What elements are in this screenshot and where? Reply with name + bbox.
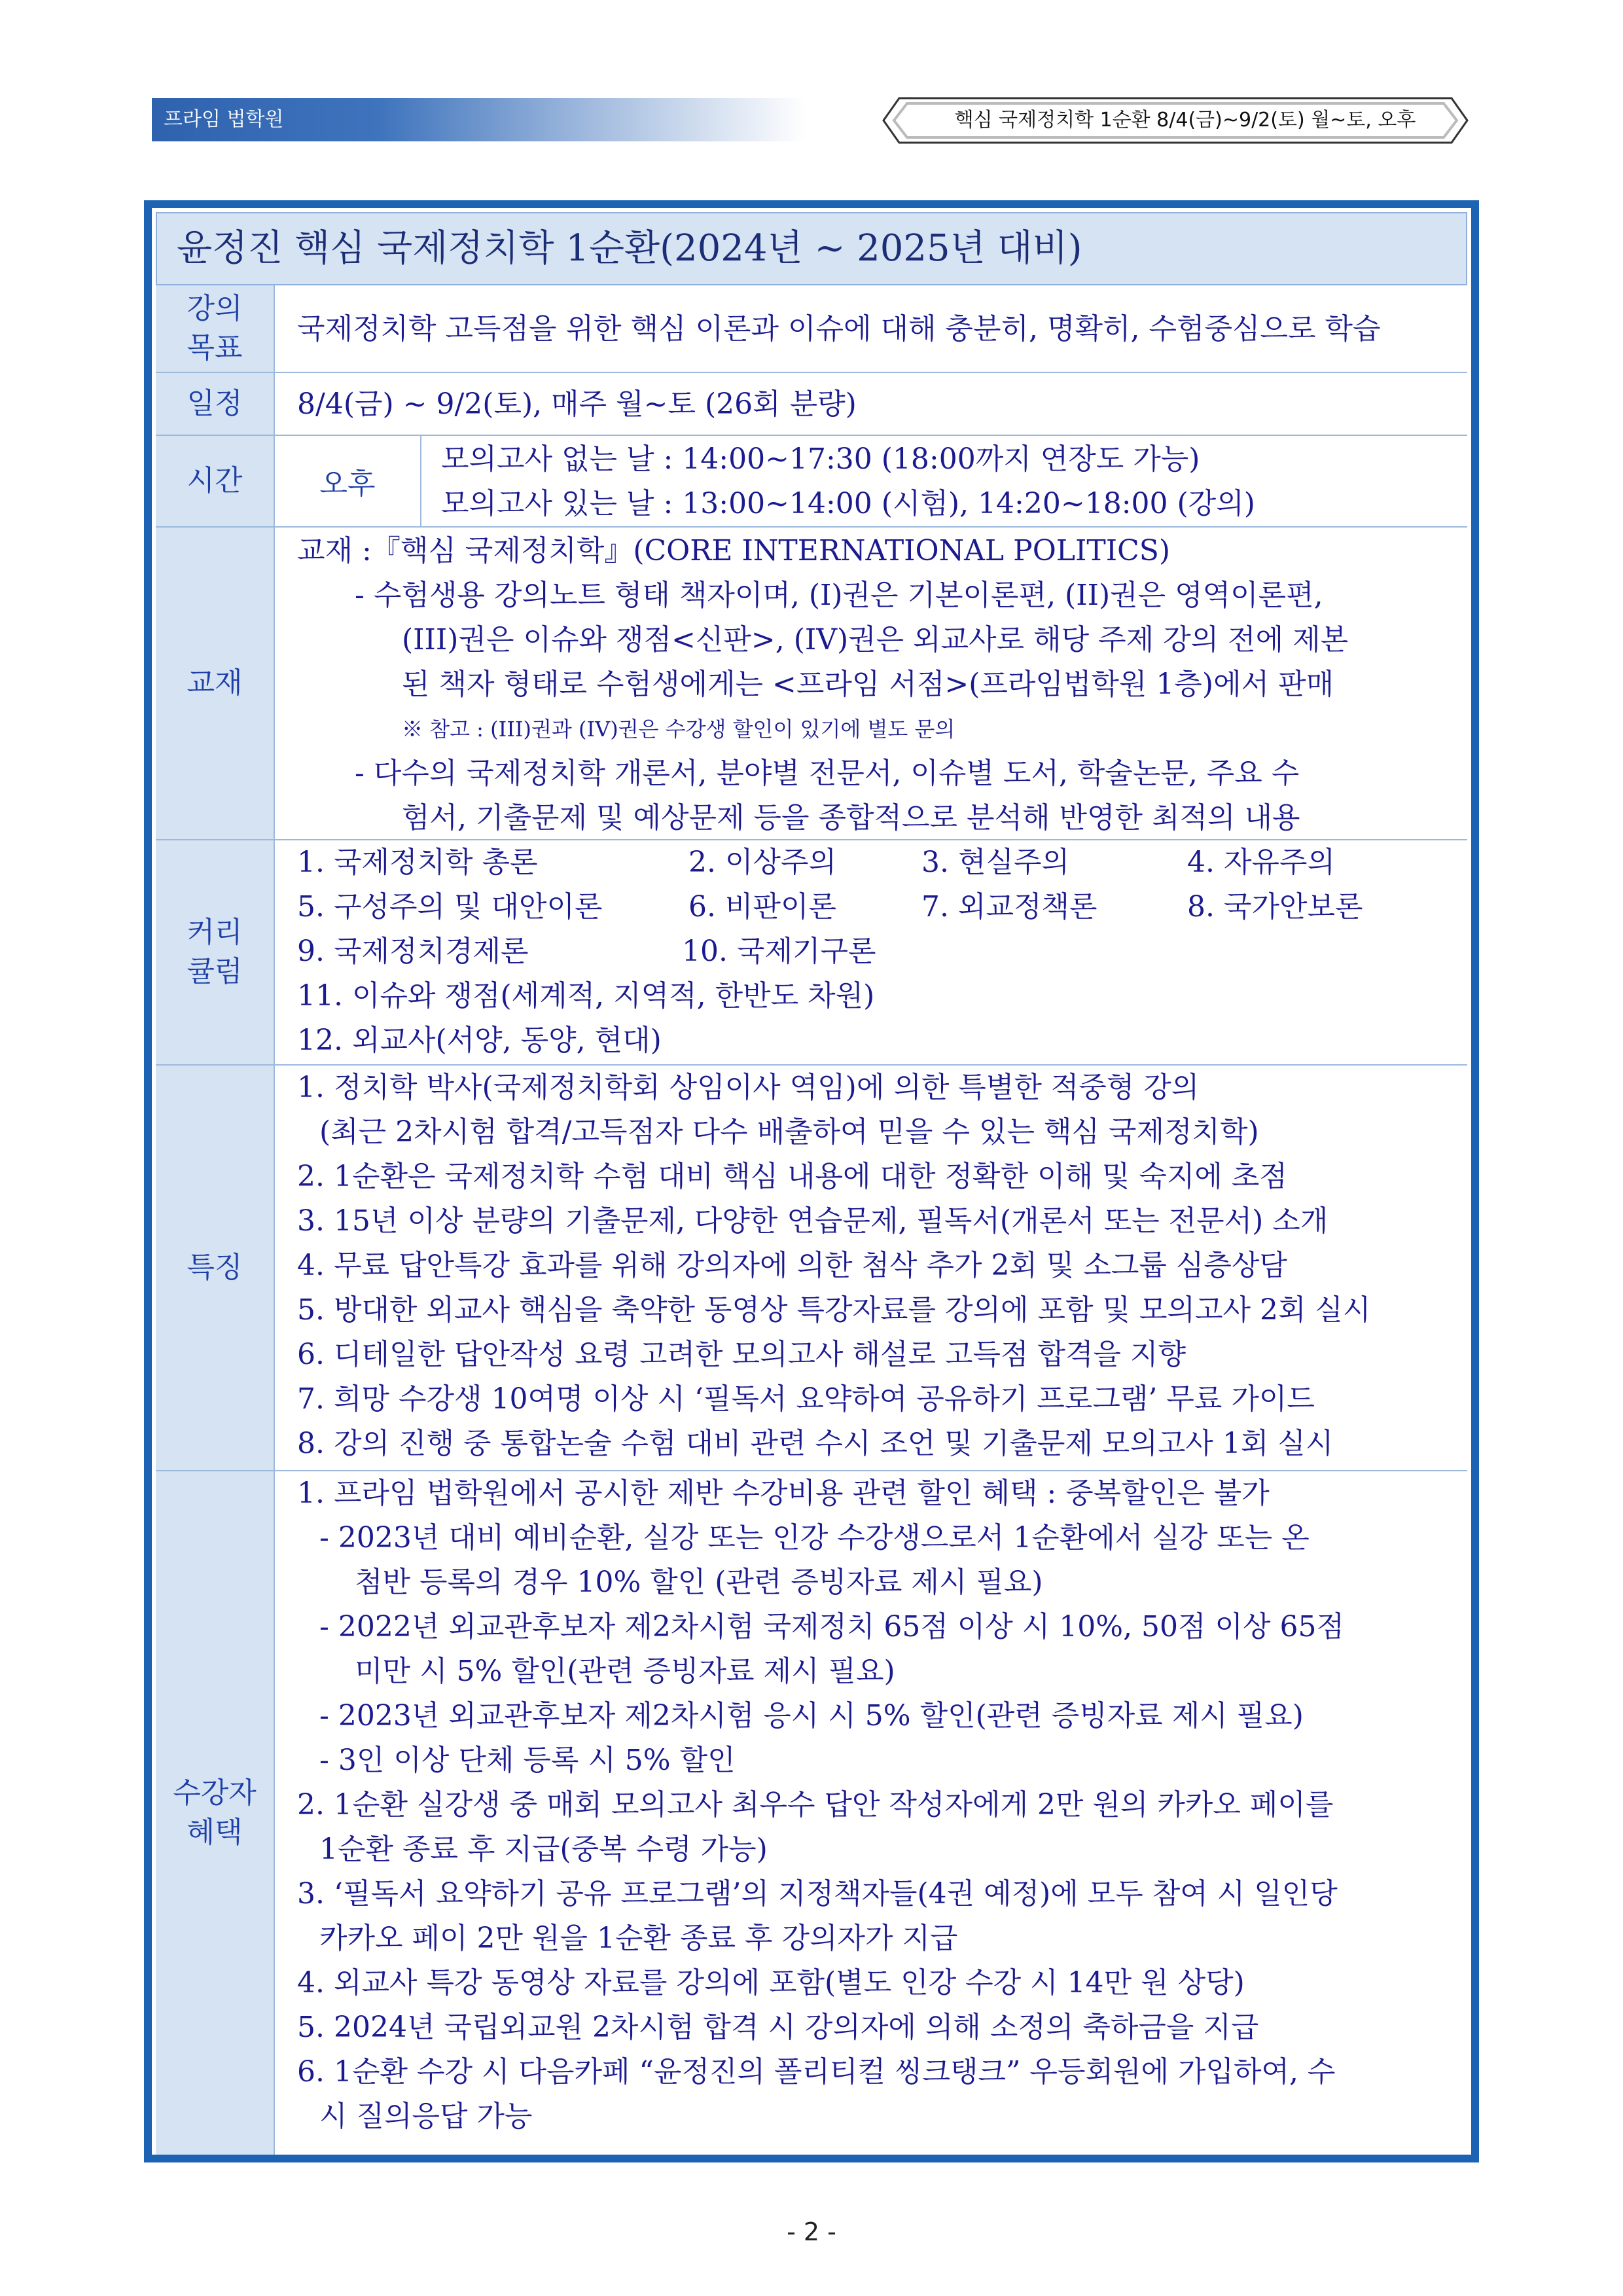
row-time [156, 436, 1467, 528]
row-benefits-label: 수강자 혜택 [156, 1471, 275, 2155]
row-time-sublabel: 오후 [275, 436, 421, 526]
row-goal-label: 강의 목표 [156, 285, 275, 372]
row-textbook-label: 교재 [156, 528, 275, 839]
header-right-banner [881, 96, 1470, 145]
curriculum-item: 5. 구성주의 및 대안이론 [297, 890, 603, 924]
row-goal-content: 국제정치학 고득점을 위한 핵심 이론과 이슈에 대해 충분히, 명확히, 수험중심으로 학습 [297, 312, 1381, 346]
row-time-label: 시간 [156, 436, 275, 526]
page-number: - 2 - [787, 2217, 836, 2246]
curriculum-item: 9. 국제정치경제론 [297, 935, 529, 968]
row-schedule-label: 일정 [156, 373, 275, 435]
row-features [156, 1066, 1467, 1471]
page-title: 윤정진 핵심 국제정치학 1순환(2024년 ~ 2025년 대비) [156, 212, 1467, 285]
curriculum-item: 7. 외교정책론 [921, 890, 1097, 924]
row-features-content: 1. 정치학 박사(국제정치학회 상임이사 역임)에 의한 특별한 적중형 강의 (최근 2차시험 합격/고득점자 다수 배출하여 믿을 수 있는 핵심 국제정치학) 2. 1순환은 국제정치학 수험 대비 핵심 내용에 대한 정확한 이해 및 숙지에 초점 3. 15년 이상 분량의 기출문제, 다양한 연습문제, 필독서(개론서 또는 전문서) 소개 4. 무료 답안특강 효과를 위해 강의자에 의한 첨삭 추가 2회 및 소그룹 심층상담 5. 방대한 외교사 핵심을 축약한 동영상 특강자료를 강의에 포함 및 모의고사 2회 실시 6. 디테일한 답안작성 요령 고려한 모의고사 해설로 고득점 합격을 지향 7. 희망 수강생 10여명 이상 시 ‘필독서 요약하여 공유하기 프로그램’ 무료 가이드 8. 강의 진행 중 통합논술 수험 대비 관련 수시 조언 및 기출문제 모의고사 1회 실시 [297, 1071, 1371, 1460]
curriculum-item: 6. 비판이론 [688, 890, 836, 924]
row-schedule-content: 8/4(금) ~ 9/2(토), 매주 월~토 (26회 분량) [297, 387, 857, 421]
row-benefits [156, 1471, 1467, 2155]
row-goal [156, 285, 1467, 373]
curriculum-item: 11. 이슈와 쟁점(세계적, 지역적, 한반도 차원) [297, 979, 875, 1013]
curriculum-item: 10. 국제기구론 [682, 935, 876, 968]
curriculum-item: 2. 이상주의 [688, 846, 836, 879]
row-curriculum-content [297, 840, 1459, 1064]
row-schedule [156, 373, 1467, 436]
curriculum-item: 8. 국가안보론 [1187, 890, 1363, 924]
header-left-banner [152, 98, 806, 141]
row-textbook [156, 528, 1467, 840]
header-left-label: 프라임 법학원 [164, 108, 284, 131]
row-benefits-content: 1. 프라임 법학원에서 공시한 제반 수강비용 관련 할인 혜택 : 중복할인은 불가 - 2023년 대비 예비순환, 실강 또는 인강 수강생으로서 1순환에서 실강 또는 온 첨반 등록의 경우 10% 할인 (관련 증빙자료 제시 필요) - 2022년 외교관후보자 제2차시험 국제정치 65점 이상 시 10%, 50점 이상 65점 미만 시 5% 할인(관련 증빙자료 제시 필요) - 2023년 외교관후보자 제2차시험 응시 시 5% 할인(관련 증빙자료 제시 필요) - 3인 이상 단체 등록 시 5% 할인 2. 1순환 실강생 중 매회 모의고사 최우수 답안 작성자에게 2만 원의 카카오 페이를 1순환 종료 후 지급(중복 수령 가능) 3. ‘필독서 요약하기 공유 프로그램’의 지정책자들(4권 예정)에 모두 참여 시 일인당 카카오 페이 2만 원을 1순환 종료 후 강의자가 지급 4. 외교사 특강 동영상 자료를 강의에 포함(별도 인강 수강 시 14만 원 상당) 5. 2024년 국립외교원 2차시험 합격 시 강의자에 의해 소정의 축하금을 지급 6. 1순환 수강 시 다음카페 “윤정진의 폴리티컬 씽크탱크” 우등회원에 가입하여, 수 시 질의응답 가능 [297, 1477, 1345, 2133]
row-features-label: 특징 [156, 1066, 275, 1470]
row-time-content: 모의고사 없는 날 : 14:00~17:30 (18:00까지 연장도 가능) 모의고사 있는 날 : 13:00~14:00 (시험), 14:20~18:00 (강의) [441, 442, 1255, 520]
row-curriculum-label: 커리 큘럼 [156, 840, 275, 1064]
curriculum-item: 3. 현실주의 [921, 846, 1069, 879]
row-textbook-content: 교재 :『핵심 국제정치학』(CORE INTERNATIONAL POLITICS) - 수험생용 강의노트 형태 책자이며, (I)권은 기본이론편, (II)권은 영역이론편, (III)권은 이슈와 쟁점<신판>, (IV)권은 외교사로 해당 주제 강의 전에 제본 된 책자 형태로 수험생에게는 <프라임 서점>(프라임법학원 1층)에서 판매 ※ 참고 : (III)권과 (IV)권은 수강생 할인이 있기에 별도 문의 - 다수의 국제정치학 개론서, 분야별 전문서, 이슈별 도서, 학술논문, 주요 수 험서, 기출문제 및 예상문제 등을 종합적으로 분석해 반영한 최적의 내용 [297, 534, 1349, 834]
curriculum-item: 1. 국제정치학 총론 [297, 846, 538, 879]
header-right-label: 핵심 국제정치학 1순환 8/4(금)~9/2(토) 월~토, 오후 [954, 109, 1416, 132]
curriculum-item: 4. 자유주의 [1187, 846, 1335, 879]
curriculum-item: 12. 외교사(서양, 동양, 현대) [297, 1024, 662, 1057]
row-curriculum [156, 840, 1467, 1066]
